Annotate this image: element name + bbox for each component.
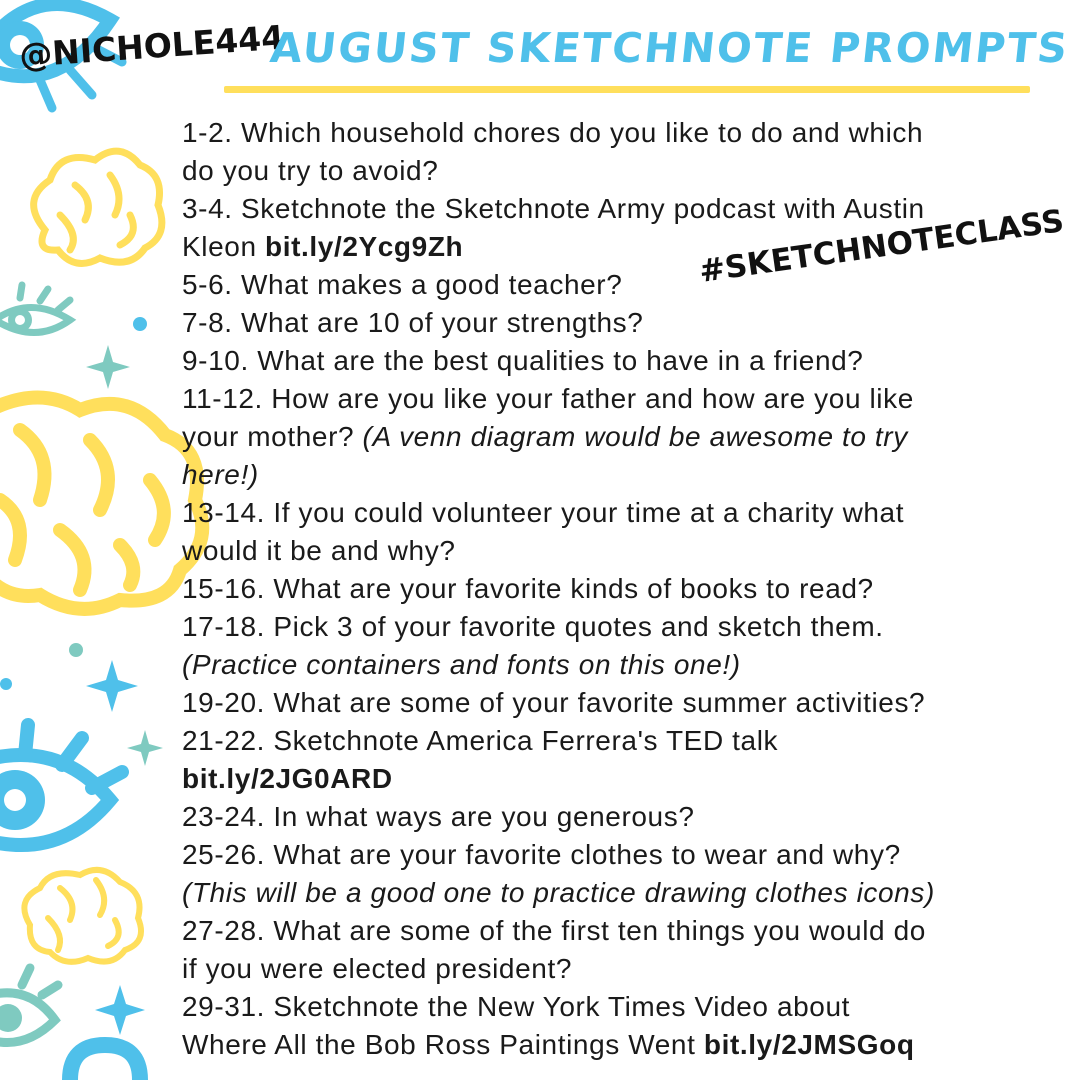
prompt-line xyxy=(182,1026,1062,1064)
prompt-line: 29-31. Sketchnote the New York Times Video about xyxy=(182,991,851,1022)
prompt-line: 1-2. Which household chores do you like to do and which xyxy=(182,117,924,148)
prompt-text: Where All the Bob Ross Paintings Went xyxy=(182,1029,704,1060)
prompt-line: if you were elected president? xyxy=(182,953,572,984)
prompt-line xyxy=(182,418,1062,456)
eye-icon xyxy=(70,1045,140,1080)
prompt-note: here!) xyxy=(182,459,259,490)
brain-icon xyxy=(24,870,141,962)
sparkle-icon xyxy=(127,730,163,766)
prompt-link[interactable]: bit.ly/2Ycg9Zh xyxy=(265,231,464,262)
prompt-note: (This will be a good one to practice drawing clothes icons) xyxy=(182,877,935,908)
eye-icon xyxy=(0,968,58,1043)
prompt-list xyxy=(182,114,1067,1064)
dot-icon xyxy=(133,317,147,331)
prompt-note: (A venn diagram would be awesome to try xyxy=(362,421,908,452)
prompt-line: 11-12. How are you like your father and how are you like xyxy=(182,383,914,414)
title-underline xyxy=(224,86,1030,93)
dot-icon xyxy=(69,643,83,657)
prompt-line: 17-18. Pick 3 of your favorite quotes and sketch them. xyxy=(182,611,884,642)
eye-icon xyxy=(0,285,70,333)
prompt-line: 13-14. If you could volunteer your time at a charity what xyxy=(182,497,905,528)
prompt-line: 3-4. Sketchnote the Sketchnote Army podcast with Austin xyxy=(182,193,925,224)
prompt-line: 27-28. What are some of the first ten things you would do xyxy=(182,915,926,946)
author-handle: @NICHOLE444 xyxy=(17,17,286,75)
prompt-note: (Practice containers and fonts on this one!) xyxy=(182,649,741,680)
brain-icon xyxy=(34,151,162,263)
dot-icon xyxy=(0,678,12,690)
prompt-line: 15-16. What are your favorite kinds of books to read? xyxy=(182,573,874,604)
sparkle-icon xyxy=(86,345,130,389)
prompt-link[interactable]: bit.ly/2JMSGoq xyxy=(703,1029,915,1060)
prompt-line: do you try to avoid? xyxy=(182,155,439,186)
prompt-text: Kleon xyxy=(182,231,265,262)
hashtag-label: #SKETCHNOTECLASS xyxy=(696,203,1067,290)
page-title: AUGUST SKETCHNOTE PROMPTS xyxy=(268,24,1072,72)
sparkle-icon xyxy=(86,660,138,712)
prompt-text: your mother? xyxy=(182,421,363,452)
brain-icon xyxy=(0,398,202,609)
eye-icon xyxy=(0,725,122,845)
sparkle-icon xyxy=(95,985,145,1035)
prompt-line: 9-10. What are the best qualities to have in a friend? xyxy=(182,345,864,376)
prompt-line: 19-20. What are some of your favorite summer activities? xyxy=(182,687,926,718)
prompt-line: 7-8. What are 10 of your strengths? xyxy=(182,307,644,338)
prompt-line: 5-6. What makes a good teacher? xyxy=(182,269,623,300)
prompt-line: would it be and why? xyxy=(182,535,456,566)
prompt-link[interactable]: bit.ly/2JG0ARD xyxy=(182,763,393,794)
prompt-line xyxy=(182,228,1062,266)
prompt-line: 25-26. What are your favorite clothes to wear and why? xyxy=(182,839,901,870)
prompt-line: 23-24. In what ways are you generous? xyxy=(182,801,695,832)
prompt-line: 21-22. Sketchnote America Ferrera's TED talk xyxy=(182,725,779,756)
